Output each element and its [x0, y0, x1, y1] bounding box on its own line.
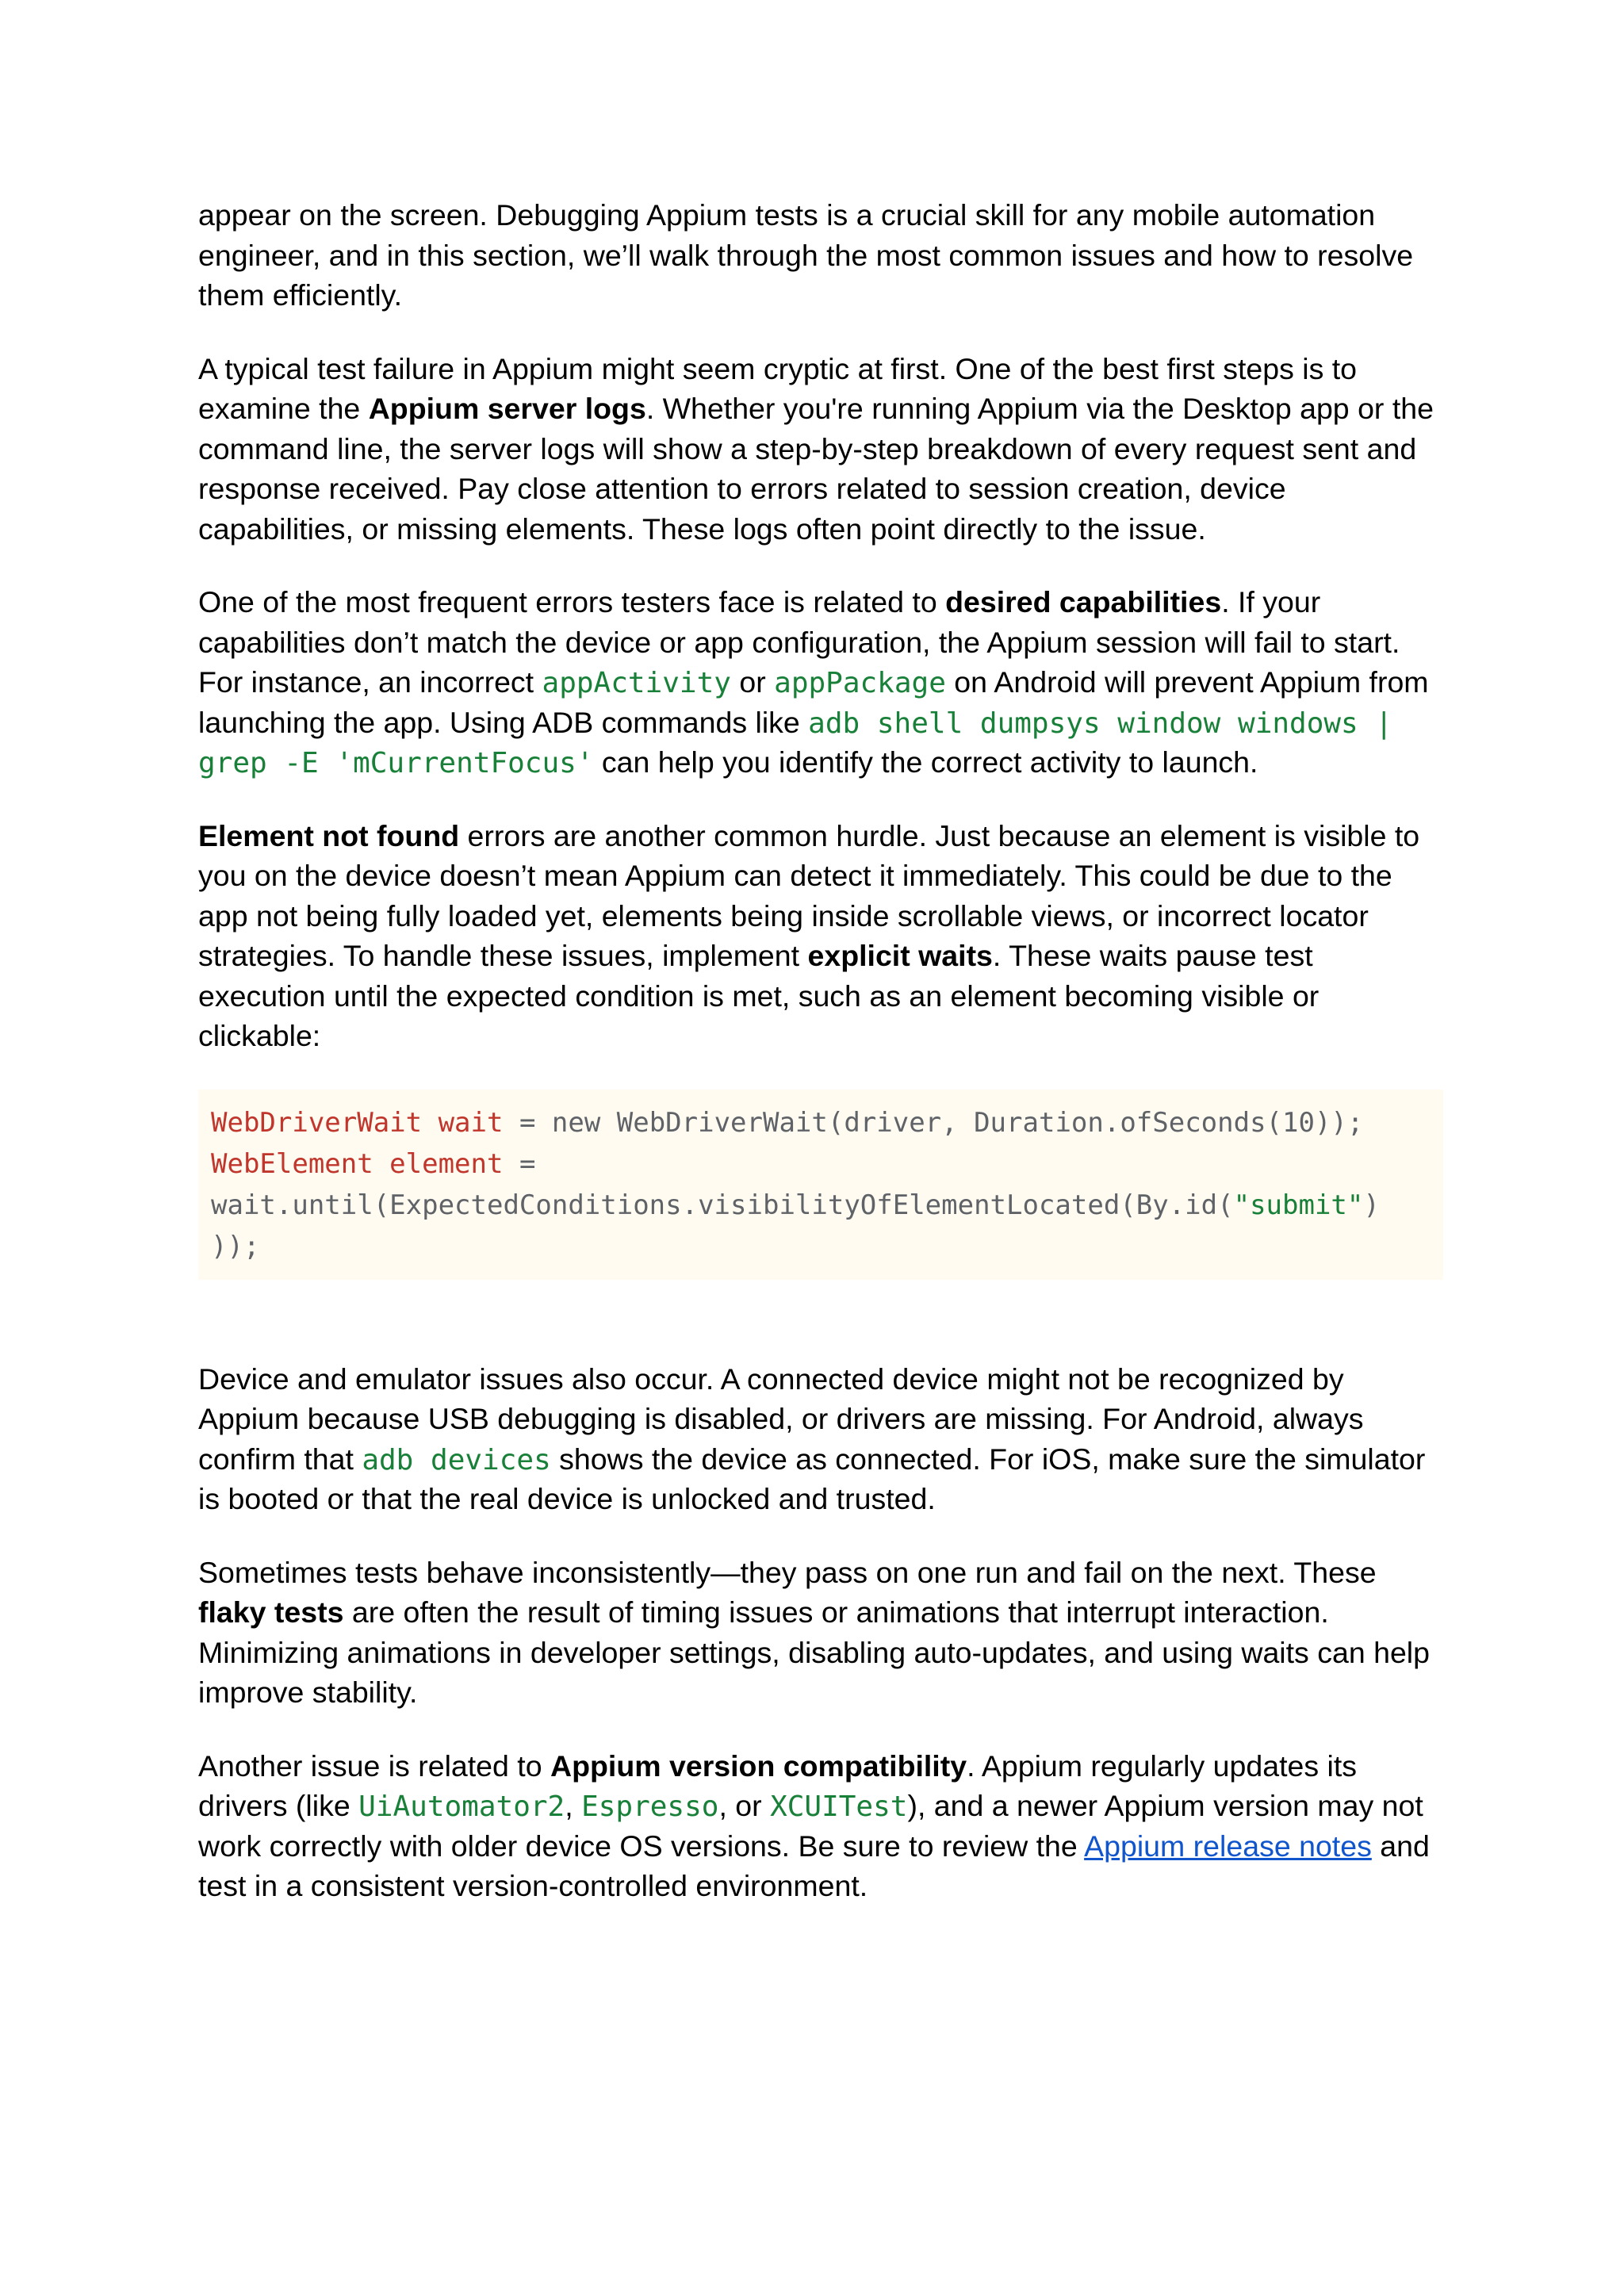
paragraph-text: One of the most frequent errors testers face is related to [198, 585, 946, 618]
paragraph-text: ), and a newer Appium version may not work correctly with older device OS versions. Be sure to review the [198, 1789, 1423, 1863]
bold-term: Appium version compatibility [550, 1748, 967, 1783]
code-type-token: WebDriverWait [211, 1106, 423, 1139]
bold-term: Appium server logs [368, 392, 646, 425]
paragraph-text: . If your capabilities don’t match the device or app configuration, the Appium session will fail to start. For instance, an incorrect [198, 585, 1400, 699]
inline-code: appPackage [774, 667, 946, 699]
code-text: ) [1363, 1189, 1380, 1221]
paragraph-version-compatibility [198, 1746, 1443, 1906]
paragraph-capabilities [198, 582, 1443, 783]
paragraph-text: Device and emulator issues also occur. A connected device might not be recognized by Appium because USB debugging is disabled, or drivers are missing. For Android, always confirm that [198, 1361, 1364, 1476]
code-type-token: WebElement [211, 1147, 373, 1180]
code-line [211, 1143, 1431, 1185]
code-text: )); [211, 1230, 260, 1262]
code-variable-token: element [373, 1147, 504, 1180]
paragraph-text: or [730, 665, 775, 699]
bold-term: flaky tests [198, 1595, 344, 1629]
paragraph-text: Another issue is related to [198, 1748, 550, 1783]
inline-code: Espresso [581, 1790, 719, 1823]
paragraph-text: . These waits pause test execution until the expected condition is met, such as an element becoming visible or clickable: [198, 939, 1320, 1052]
code-line [211, 1226, 1431, 1267]
inline-code: XCUITest [770, 1790, 908, 1823]
paragraph-server-logs [198, 349, 1443, 550]
bold-term: explicit waits [807, 939, 993, 972]
bold-term: Element not found [198, 818, 460, 852]
paragraph-text: on Android will prevent Appium from launching the app. Using ADB commands like [198, 665, 1429, 739]
paragraph-text: and test in a consistent version-controlled environment. [198, 1829, 1430, 1902]
paragraph-text: , or [718, 1789, 771, 1822]
code-text: = [503, 1147, 536, 1180]
paragraph-text: are often the result of timing issues or animations that interrupt interaction. Minimizing animations in developer settings, disabling auto-updates, and using waits can help improve stability. [198, 1595, 1430, 1709]
code-variable-token: wait [422, 1106, 504, 1139]
paragraph-intro [198, 195, 1443, 316]
inline-code: appActivity [542, 667, 731, 699]
paragraph-text: , [565, 1789, 582, 1822]
paragraph-element-not-found [198, 816, 1443, 1056]
bold-term: desired capabilities [945, 585, 1222, 618]
document-body [198, 195, 1443, 1940]
paragraph-flaky-tests [198, 1553, 1443, 1713]
inline-code: adb devices [362, 1443, 551, 1476]
paragraph-text: errors are another common hurdle. Just because an element is visible to you on the device doesn’t mean Appium can detect it immediately. This could be due to the app not being fully loaded yet, elements being inside scrollable views, or incorrect locator strategies. To handle these issues, implement [198, 818, 1420, 972]
paragraph-text: shows the device as connected. For iOS, make sure the simulator is booted or that the real device is unlocked and trusted. [198, 1442, 1426, 1515]
inline-code: UiAutomator2 [358, 1790, 565, 1823]
code-text: = new WebDriverWait(driver, Duration.ofSeconds(10)); [503, 1106, 1364, 1139]
inline-code: adb shell dumpsys window windows | grep -E 'mCurrentFocus' [198, 707, 1393, 779]
code-text: wait.until(ExpectedConditions.visibilityOfElementLocated(By.id( [211, 1189, 1234, 1221]
paragraph-text: appear on the screen. Debugging Appium tests is a crucial skill for any mobile automation engineer, and in this section, we’ll walk through the most common issues and how to resolve them efficiently. [198, 198, 1414, 312]
paragraph-text: A typical test failure in Appium might seem cryptic at first. One of the best first steps is to examine the [198, 351, 1358, 425]
release-notes-link[interactable]: Appium release notes [1084, 1829, 1372, 1863]
paragraph-text: can help you identify the correct activity to launch. [593, 745, 1258, 779]
code-string-token: "submit" [1233, 1189, 1364, 1221]
paragraph-text: . Whether you're running Appium via the Desktop app or the command line, the server logs will show a step-by-step breakdown of every request sent and response received. Pay close attention to errors related to session creation, device capabilities, or missing elements. These logs often point directly to the issue. [198, 392, 1434, 546]
paragraph-text: Sometimes tests behave inconsistently—they pass on one run and fail on the next. These [198, 1555, 1377, 1589]
paragraph-text: . Appium regularly updates its drivers (like [198, 1748, 1358, 1822]
code-line [211, 1102, 1431, 1143]
code-line [211, 1185, 1431, 1226]
paragraph-device-issues [198, 1359, 1443, 1519]
code-block [198, 1090, 1443, 1280]
